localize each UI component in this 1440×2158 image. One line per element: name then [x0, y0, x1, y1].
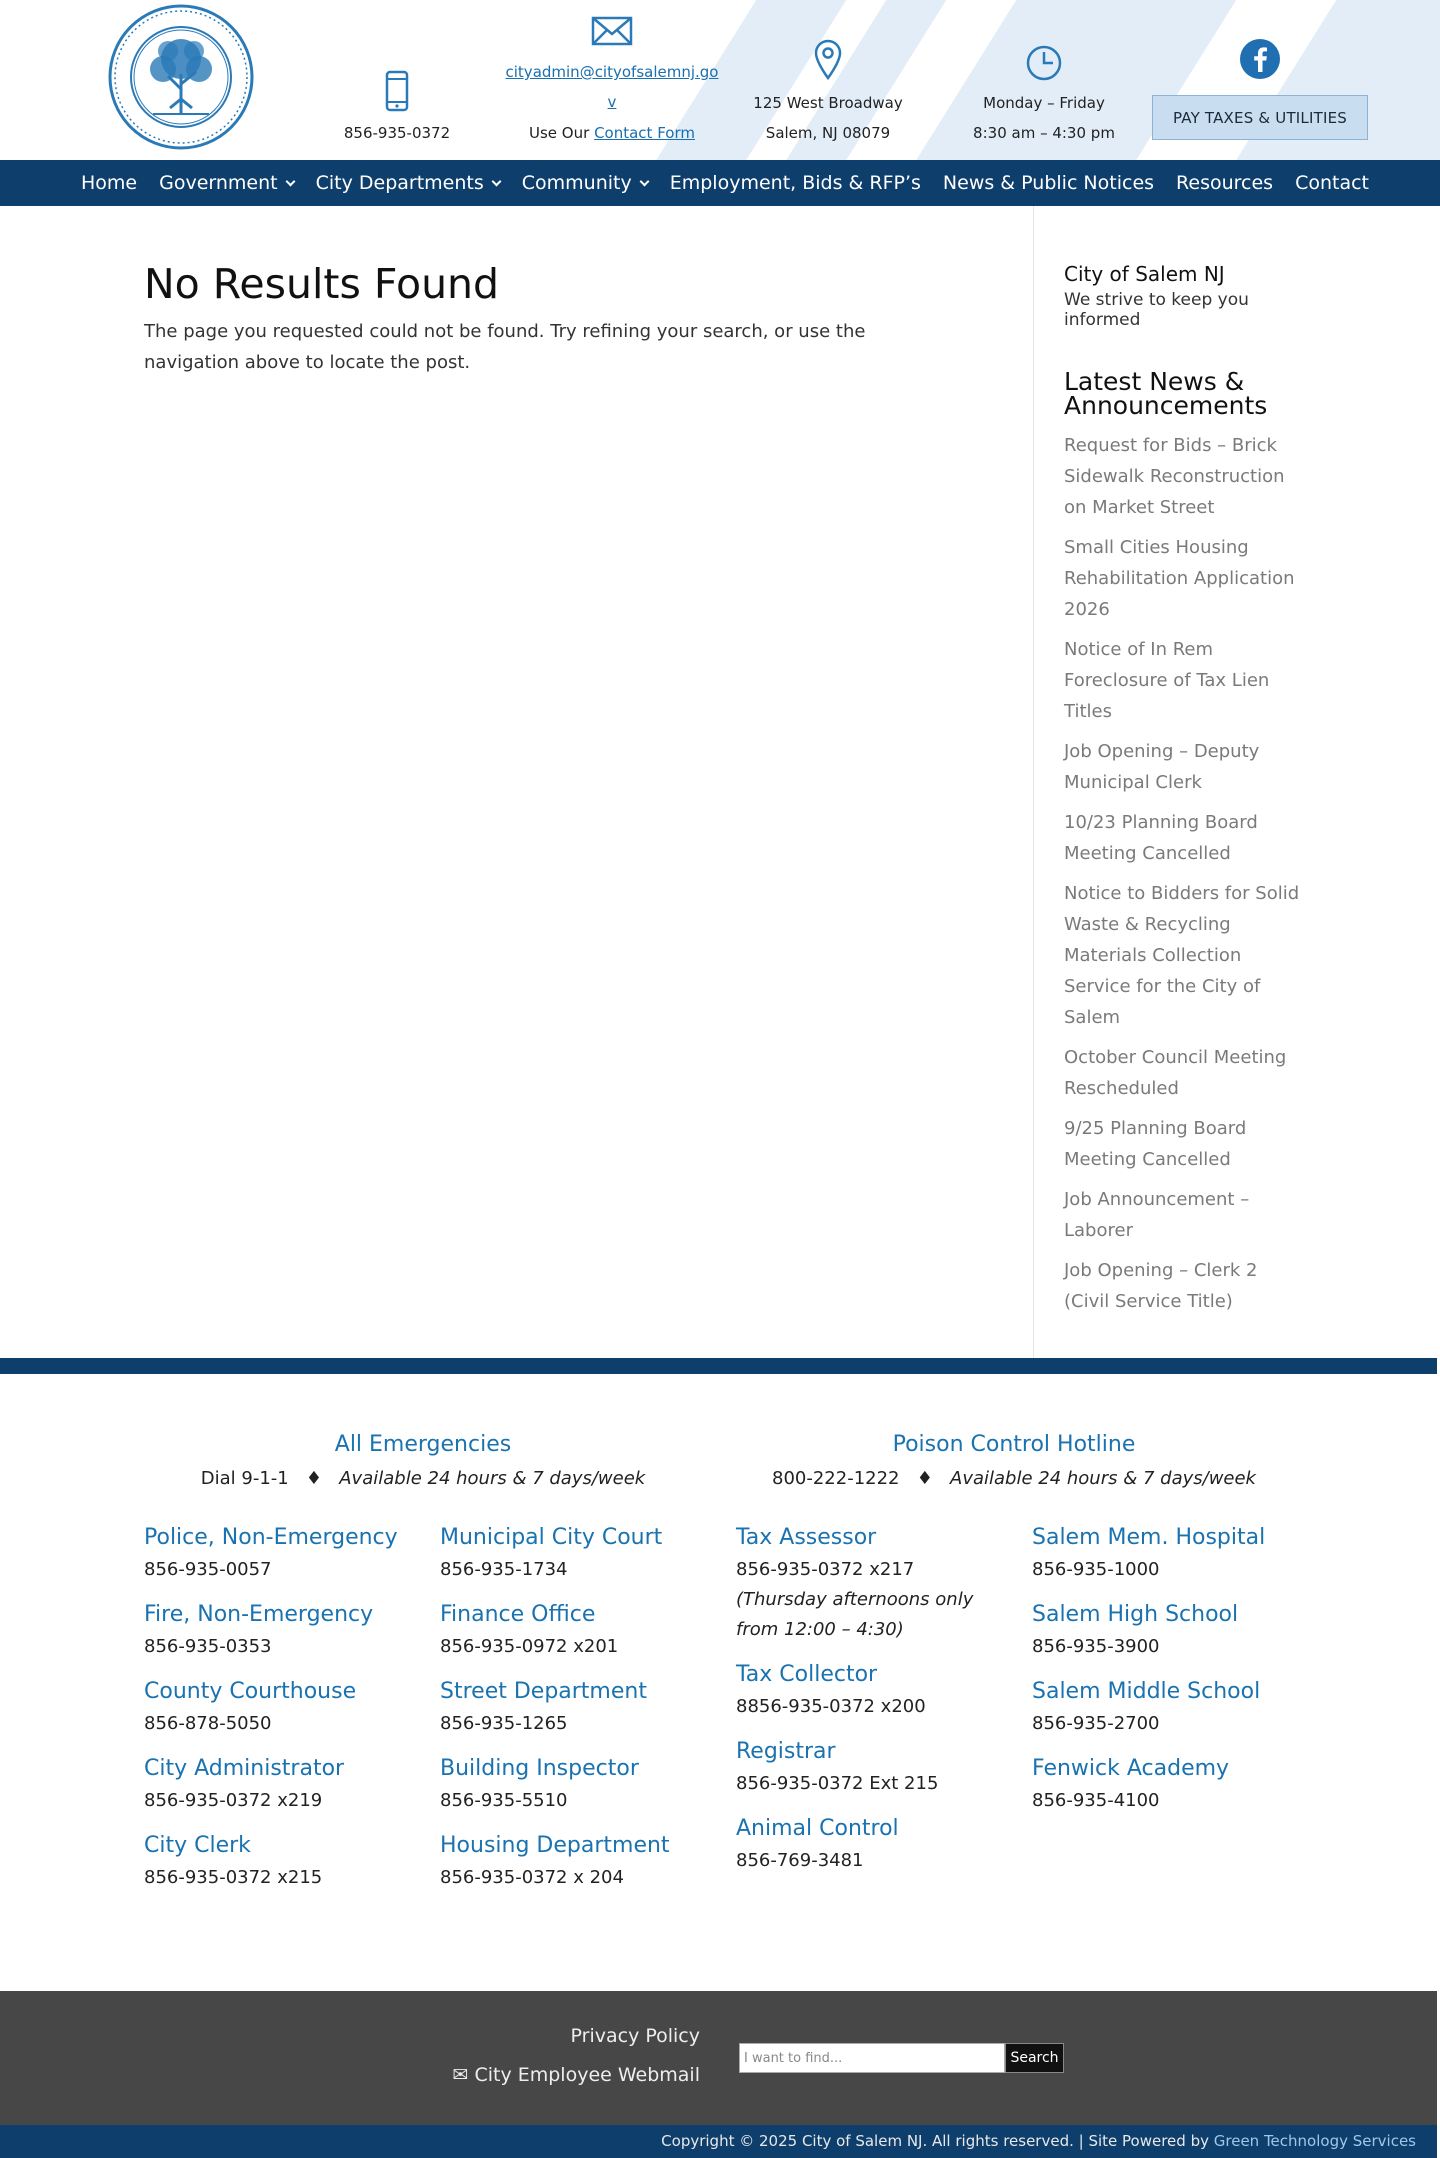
nav-item-government[interactable] — [159, 172, 294, 194]
directory-phone: 8856-935-0372 x200 — [736, 1696, 926, 1717]
directory-phone: 856-769-3481 — [736, 1850, 864, 1871]
emergency-availability: Available 24 hours & 7 days/week — [339, 1468, 646, 1489]
diamond-separator: ♦ — [305, 1468, 323, 1489]
news-item[interactable]: 10/23 Planning Board Meeting Cancelled — [1064, 812, 1258, 864]
nav-item-employment[interactable] — [670, 172, 921, 194]
facebook-icon[interactable] — [1239, 38, 1281, 80]
nav-label: Contact — [1295, 172, 1369, 194]
header-phone-number: 856-935-0372 — [343, 124, 451, 142]
header-email — [500, 0, 724, 160]
directory-title: City Administrator — [144, 1756, 345, 1781]
directory-column-4 — [1032, 1527, 1302, 1835]
emergency-dial: Dial 9-1-1 — [200, 1468, 289, 1489]
directory-phone: 856-935-3900 — [1032, 1636, 1160, 1657]
directory-title: Animal Control — [736, 1816, 899, 1841]
emergency-poison — [754, 1428, 1274, 1494]
nav-item-resources[interactable] — [1176, 172, 1273, 194]
directory-title: Tax Assessor — [736, 1525, 877, 1550]
directory-title: Salem Mem. Hospital — [1032, 1525, 1266, 1550]
nav-label: City Departments — [315, 172, 484, 194]
employee-webmail-link[interactable]: ✉ City Employee Webmail — [452, 2064, 700, 2086]
directory-title: Salem High School — [1032, 1602, 1239, 1627]
news-item[interactable]: October Council Meeting Rescheduled — [1064, 1047, 1287, 1099]
directory-phone: 856-935-0372 x 204 — [440, 1867, 624, 1888]
footer-search — [739, 2043, 1064, 2073]
news-item[interactable]: Job Opening – Clerk 2 (Civil Service Title) — [1064, 1260, 1258, 1312]
powered-by-link[interactable]: Green Technology Services — [1213, 2132, 1416, 2150]
directory-title: Fenwick Academy — [1032, 1756, 1230, 1781]
nav-label: News & Public Notices — [942, 172, 1155, 194]
city-seal-logo[interactable] — [108, 4, 254, 150]
directory-phone: 856-935-1734 — [440, 1559, 568, 1580]
site-footer — [0, 1991, 1437, 2125]
contact-line — [500, 118, 724, 148]
emergency-all-title: All Emergencies — [334, 1432, 512, 1457]
directory-title: Building Inspector — [440, 1756, 639, 1781]
header-address — [740, 0, 916, 160]
directory-phone: 856-935-4100 — [1032, 1790, 1160, 1811]
news-item[interactable]: Notice to Bidders for Solid Waste & Recycling Materials Collection Service for the City of Salem — [1064, 883, 1300, 1028]
email-link-line2[interactable]: v — [607, 93, 617, 111]
contact-form-link[interactable]: Contact Form — [594, 124, 695, 142]
directory-title: Registrar — [736, 1739, 836, 1764]
directory-phone — [736, 1555, 1006, 1645]
nav-label: Employment, Bids & RFP’s — [669, 172, 921, 194]
directory-title: Housing Department — [440, 1833, 670, 1858]
news-item[interactable]: Job Opening – Deputy Municipal Clerk — [1064, 741, 1260, 793]
directory-phone: 856-935-0057 — [144, 1559, 272, 1580]
directory-phone: 856-935-0972 x201 — [440, 1636, 619, 1657]
contact-prefix: Use Our — [529, 124, 590, 142]
poison-control-details — [754, 1464, 1274, 1494]
chevron-down-icon — [285, 176, 295, 186]
chevron-down-icon — [639, 176, 649, 186]
directory-phone: 856-935-1000 — [1032, 1559, 1160, 1580]
copyright-bar — [0, 2125, 1437, 2158]
directory-column-2 — [440, 1527, 710, 1912]
news-list — [1064, 430, 1304, 1317]
search-button[interactable]: Search — [1005, 2043, 1064, 2073]
nav-label: Government — [159, 172, 278, 194]
directory-title: Fire, Non-Emergency — [144, 1602, 374, 1627]
directory-column-3 — [736, 1527, 1006, 1895]
map-pin-icon — [813, 38, 843, 80]
site-header — [0, 0, 1440, 160]
emergency-all — [163, 1428, 683, 1494]
directory-title: Street Department — [440, 1679, 647, 1704]
directory-phone: 856-935-5510 — [440, 1790, 568, 1811]
directory-title: Municipal City Court — [440, 1525, 663, 1550]
directory-title: City Clerk — [144, 1833, 251, 1858]
nav-label: Resources — [1176, 172, 1274, 194]
news-item[interactable]: Request for Bids – Brick Sidewalk Reconstruction on Market Street — [1064, 435, 1285, 518]
privacy-policy-link[interactable]: Privacy Policy — [570, 2025, 700, 2047]
news-item[interactable]: Small Cities Housing Rehabilitation Application 2026 — [1064, 537, 1295, 620]
nav-item-home[interactable] — [81, 172, 137, 194]
directory-phone: 856-935-0372 x215 — [144, 1867, 323, 1888]
directory-title: County Courthouse — [144, 1679, 357, 1704]
directory-note: (Thursday afternoons only from 12:00 – 4:30) — [736, 1589, 974, 1640]
nav-item-contact[interactable] — [1295, 172, 1369, 194]
hours-line2: 8:30 am – 4:30 pm — [973, 124, 1115, 142]
directory-title: Police, Non-Emergency — [144, 1525, 398, 1550]
not-found-message: The page you requested could not be found. Try refining your search, or use the navigation above to locate the post. — [144, 321, 866, 373]
directory-title: Salem Middle School — [1032, 1679, 1261, 1704]
mobile-phone-icon — [385, 70, 409, 112]
directory-phone: 856-878-5050 — [144, 1713, 272, 1734]
nav-item-city-departments[interactable] — [316, 172, 500, 194]
sidebar-site-title: City of Salem NJ — [1064, 262, 1225, 286]
sidebar-divider — [1033, 206, 1034, 1358]
nav-label: Community — [521, 172, 632, 194]
main-content — [144, 258, 964, 378]
news-item[interactable]: Job Announcement – Laborer — [1064, 1189, 1250, 1241]
email-link-line1[interactable]: cityadmin@cityofsalemnj.go — [505, 63, 719, 81]
footer-divider-bar — [0, 1358, 1437, 1374]
header-phone — [328, 0, 466, 160]
nav-item-community[interactable] — [522, 172, 648, 194]
news-item[interactable]: 9/25 Planning Board Meeting Cancelled — [1064, 1118, 1247, 1170]
poison-control-availability: Available 24 hours & 7 days/week — [950, 1468, 1256, 1489]
email-link[interactable] — [500, 57, 724, 117]
news-heading: Latest News & Announcements — [1064, 367, 1268, 420]
search-input[interactable]: I want to find... — [739, 2043, 1005, 2073]
directory-title: Tax Collector — [736, 1662, 878, 1687]
sidebar-tagline: We strive to keep you informed — [1064, 290, 1249, 330]
directory-phone: 856-935-0372 Ext 215 — [736, 1773, 939, 1794]
sidebar — [1064, 262, 1304, 1326]
header-hours — [956, 0, 1132, 160]
directory-column-1 — [144, 1527, 399, 1912]
diamond-separator: ♦ — [916, 1468, 933, 1489]
poison-control-title: Poison Control Hotline — [892, 1432, 1136, 1457]
clock-icon — [1025, 44, 1063, 82]
directory-phone: 856-935-2700 — [1032, 1713, 1160, 1734]
chevron-down-icon — [491, 176, 501, 186]
page-title: No Results Found — [144, 260, 500, 308]
poison-control-phone: 800-222-1222 — [772, 1468, 900, 1489]
hours-line1: Monday – Friday — [983, 94, 1105, 112]
pay-taxes-button[interactable]: PAY TAXES & UTILITIES — [1152, 95, 1368, 140]
emergency-all-details — [163, 1464, 683, 1494]
copyright-text: Copyright © 2025 City of Salem NJ. All rights reserved. | Site Powered by — [661, 2132, 1209, 2150]
address-line2: Salem, NJ 08079 — [765, 124, 891, 142]
directory-title: Finance Office — [440, 1602, 596, 1627]
directory-phone: 856-935-0353 — [144, 1636, 272, 1657]
directory-phone: 856-935-0372 x219 — [144, 1790, 323, 1811]
nav-label: Home — [81, 172, 138, 194]
envelope-icon — [591, 16, 633, 46]
address-line1: 125 West Broadway — [753, 94, 903, 112]
news-item[interactable]: Notice of In Rem Foreclosure of Tax Lien Titles — [1064, 639, 1270, 722]
nav-item-news[interactable] — [943, 172, 1154, 194]
directory-phone: 856-935-1265 — [440, 1713, 568, 1734]
directory-phone-number: 856-935-0372 x217 — [736, 1559, 915, 1580]
main-navigation — [0, 160, 1440, 206]
